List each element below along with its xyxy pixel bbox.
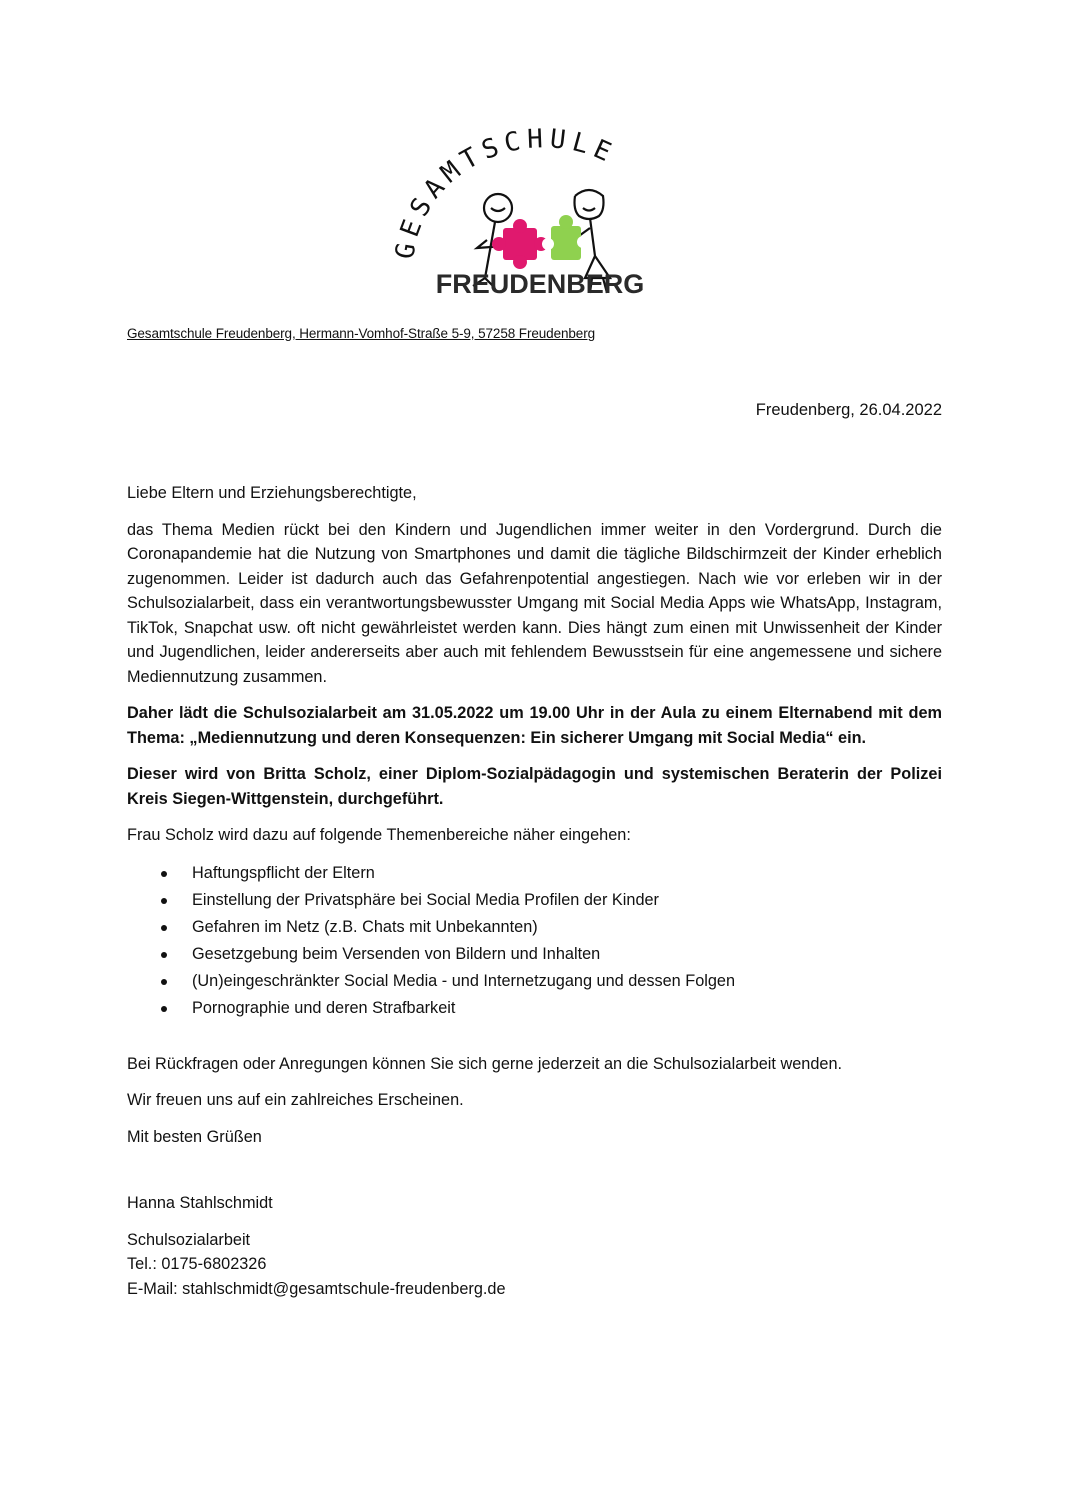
speaker-paragraph: Dieser wird von Britta Scholz, einer Diplom-Sozialpädagogin und systemischen Beraterin der Polizei Kreis Siegen-Wittgenstein, durchgeführt. — [127, 765, 942, 808]
logo-arc-text: GESAMTSCHULE — [390, 128, 621, 262]
topic-text: Gesetzgebung beim Versenden von Bildern und Inhalten — [192, 944, 601, 963]
signature-phone: Tel.: 0175-6802326 — [127, 1255, 267, 1273]
sender-address-line: Gesamtschule Freudenberg, Hermann-Vomhof-Straße 5-9, 57258 Freudenberg — [127, 326, 596, 341]
list-item — [127, 941, 942, 968]
invitation-paragraph: Daher lädt die Schulsozialarbeit am 31.05.2022 um 19.00 Uhr in der Aula zu einem Elternabend mit dem Thema: „Mediennutzung und deren Konsequenzen: Ein sicherer Umgang mit Social Media“ ein. — [127, 704, 942, 747]
list-item — [127, 887, 942, 914]
bullet-icon — [161, 898, 167, 904]
green-puzzle-icon — [542, 215, 589, 260]
questions-paragraph: Bei Rückfragen oder Anregungen können Sie sich gerne jederzeit an die Schulsozialarbeit wenden. — [127, 1054, 843, 1073]
intro-paragraph: das Thema Medien rückt bei den Kindern und Jugendlichen immer weiter in den Vordergrund. Durch die Coronapandemie hat die Nutzung von Smartphones und damit die tägliche Bildschirmzeit der Kinder erheblich zugenommen. Leider ist dadurch auch das Gefahrenpotential angestiegen. Nach wie vor erleben wir in der Schulsozialarbeit, dass ein verantwortungsbewusster Umgang mit Social Media Apps wie WhatsApp, Instagram, TikTok, Snapchat usw. oft nicht gewährleistet werden kann. Dies hängt zum einen mit Unwissenheit der Kinder und Jugendlichen, leider andererseits aber auch mit fehlendem Bewusstsein für eine angemessene und sichere Mediennutzung zusammen. — [127, 520, 942, 686]
topic-text: Einstellung der Privatsphäre bei Social Media Profilen der Kinder — [192, 890, 659, 909]
list-item — [127, 968, 942, 995]
signature-name: Hanna Stahlschmidt — [127, 1194, 273, 1212]
closing-wish: Wir freuen uns auf ein zahlreiches Erscheinen. — [127, 1091, 464, 1109]
salutation: Liebe Eltern und Erziehungsberechtigte, — [127, 484, 417, 502]
list-item — [127, 914, 942, 941]
topics-intro: Frau Scholz wird dazu auf folgende Themenbereiche näher eingehen: — [127, 826, 631, 844]
bullet-icon — [161, 925, 167, 931]
regards: Mit besten Grüßen — [127, 1127, 262, 1146]
logo-graphic — [385, 128, 695, 308]
pink-puzzle-icon — [492, 219, 548, 269]
signature-role: Schulsozialarbeit — [127, 1230, 251, 1249]
bullet-icon — [161, 952, 167, 958]
topic-text: Pornographie und deren Strafbarkeit — [192, 998, 456, 1017]
signature-email: E-Mail: stahlschmidt@gesamtschule-freudenberg.de — [127, 1279, 506, 1298]
logo-name: FREUDENBERG — [435, 269, 645, 299]
bullet-icon — [161, 1006, 167, 1012]
contact-block — [127, 1228, 942, 1302]
letter-body — [127, 481, 942, 1301]
school-logo — [385, 128, 695, 308]
list-item — [127, 860, 942, 887]
list-item — [127, 995, 942, 1022]
bullet-icon — [161, 979, 167, 985]
topics-list — [127, 860, 942, 1022]
topic-text: Haftungspflicht der Eltern — [192, 863, 375, 882]
letter-date: Freudenberg, 26.04.2022 — [755, 401, 942, 419]
topic-text: (Un)eingeschränkter Social Media - und Internetzugang und dessen Folgen — [192, 971, 736, 990]
bullet-icon — [161, 871, 167, 877]
topic-text: Gefahren im Netz (z.B. Chats mit Unbekannten) — [192, 917, 538, 936]
